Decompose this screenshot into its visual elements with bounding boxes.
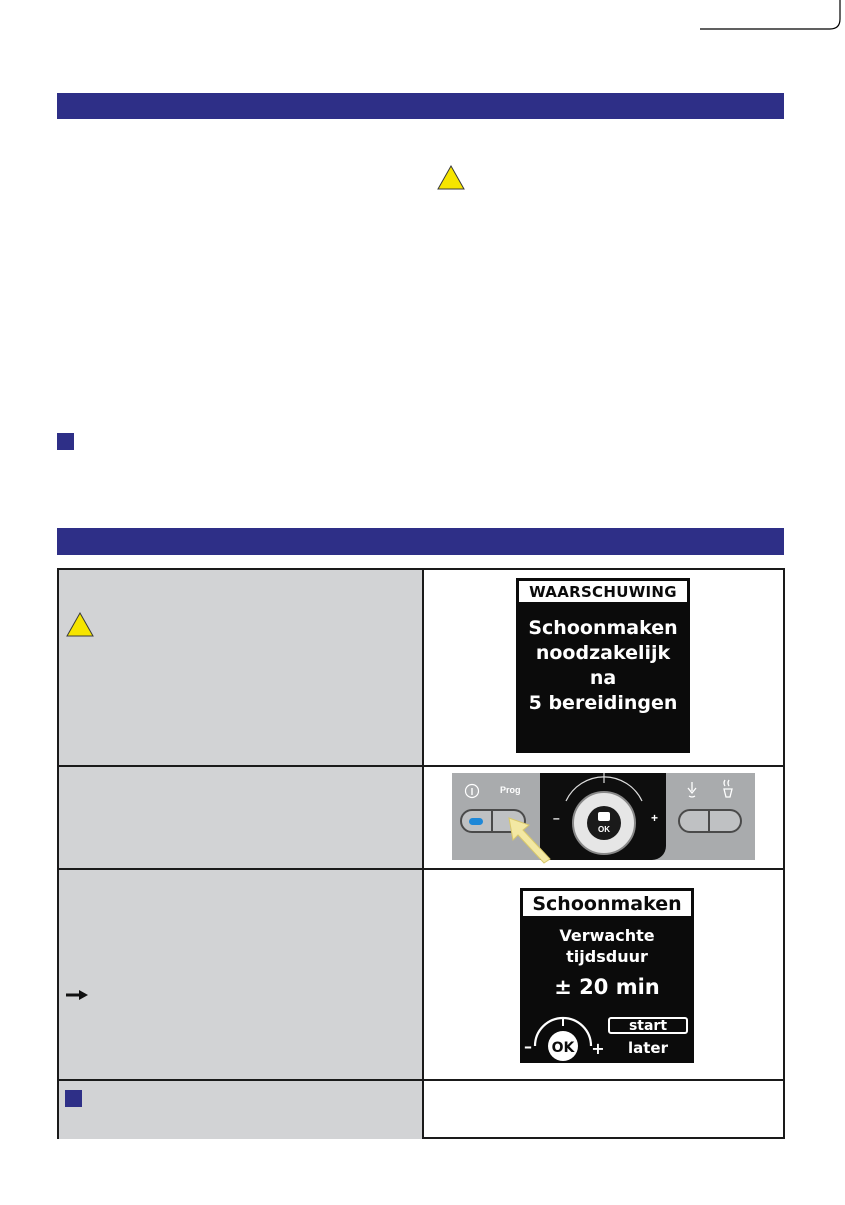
option-later[interactable]: later <box>627 1039 668 1057</box>
display-header: Schoonmaken <box>523 891 691 916</box>
option-start[interactable]: start <box>608 1017 688 1034</box>
display-line: Schoonmaken <box>528 617 678 639</box>
table-cell-left <box>59 870 422 1079</box>
dial-minus: – <box>553 811 560 825</box>
display-line: Verwachte <box>559 926 655 945</box>
instruction-table <box>57 568 785 1139</box>
table-divider <box>59 1079 783 1081</box>
svg-text:–: – <box>524 1037 532 1056</box>
display-line: tijdsduur <box>566 947 648 966</box>
table-divider <box>59 765 783 767</box>
svg-text:+: + <box>591 1039 605 1058</box>
info-icon <box>464 783 480 799</box>
prog-label: Prog <box>500 785 521 795</box>
svg-text:OK: OK <box>551 1040 575 1056</box>
right-arrow-icon <box>65 989 89 1001</box>
crop-mark <box>700 0 845 40</box>
duration-value: ± 20 min <box>554 975 660 999</box>
steam-button[interactable] <box>678 809 710 833</box>
warning-triangle-icon <box>66 612 94 637</box>
display-header: WAARSCHUWING <box>519 581 687 602</box>
steam-icon <box>684 781 700 799</box>
section-marker-square <box>65 1090 82 1107</box>
ok-dial[interactable] <box>546 773 662 860</box>
table-cell-left <box>59 1081 422 1139</box>
section-header-bar <box>57 93 784 119</box>
display-line: 5 bereidingen <box>528 692 678 714</box>
hot-water-icon <box>720 779 736 799</box>
table-cell-left <box>59 767 422 868</box>
hot-water-button[interactable] <box>710 809 742 833</box>
table-cell-left <box>59 570 422 765</box>
dial-plus: + <box>651 811 659 825</box>
display-line: na <box>589 667 617 689</box>
control-panel <box>452 773 755 860</box>
section-header-bar <box>57 528 784 555</box>
svg-text:OK: OK <box>598 825 610 834</box>
display-cleaning <box>520 888 694 1063</box>
display-line: noodzakelijk <box>535 642 671 664</box>
warning-triangle-icon <box>437 165 465 190</box>
section-marker-square <box>57 433 74 450</box>
ok-dial-icon <box>523 1016 603 1062</box>
info-button[interactable] <box>460 809 493 833</box>
table-divider <box>422 570 424 1137</box>
display-warning <box>516 578 690 753</box>
table-divider <box>59 868 783 870</box>
